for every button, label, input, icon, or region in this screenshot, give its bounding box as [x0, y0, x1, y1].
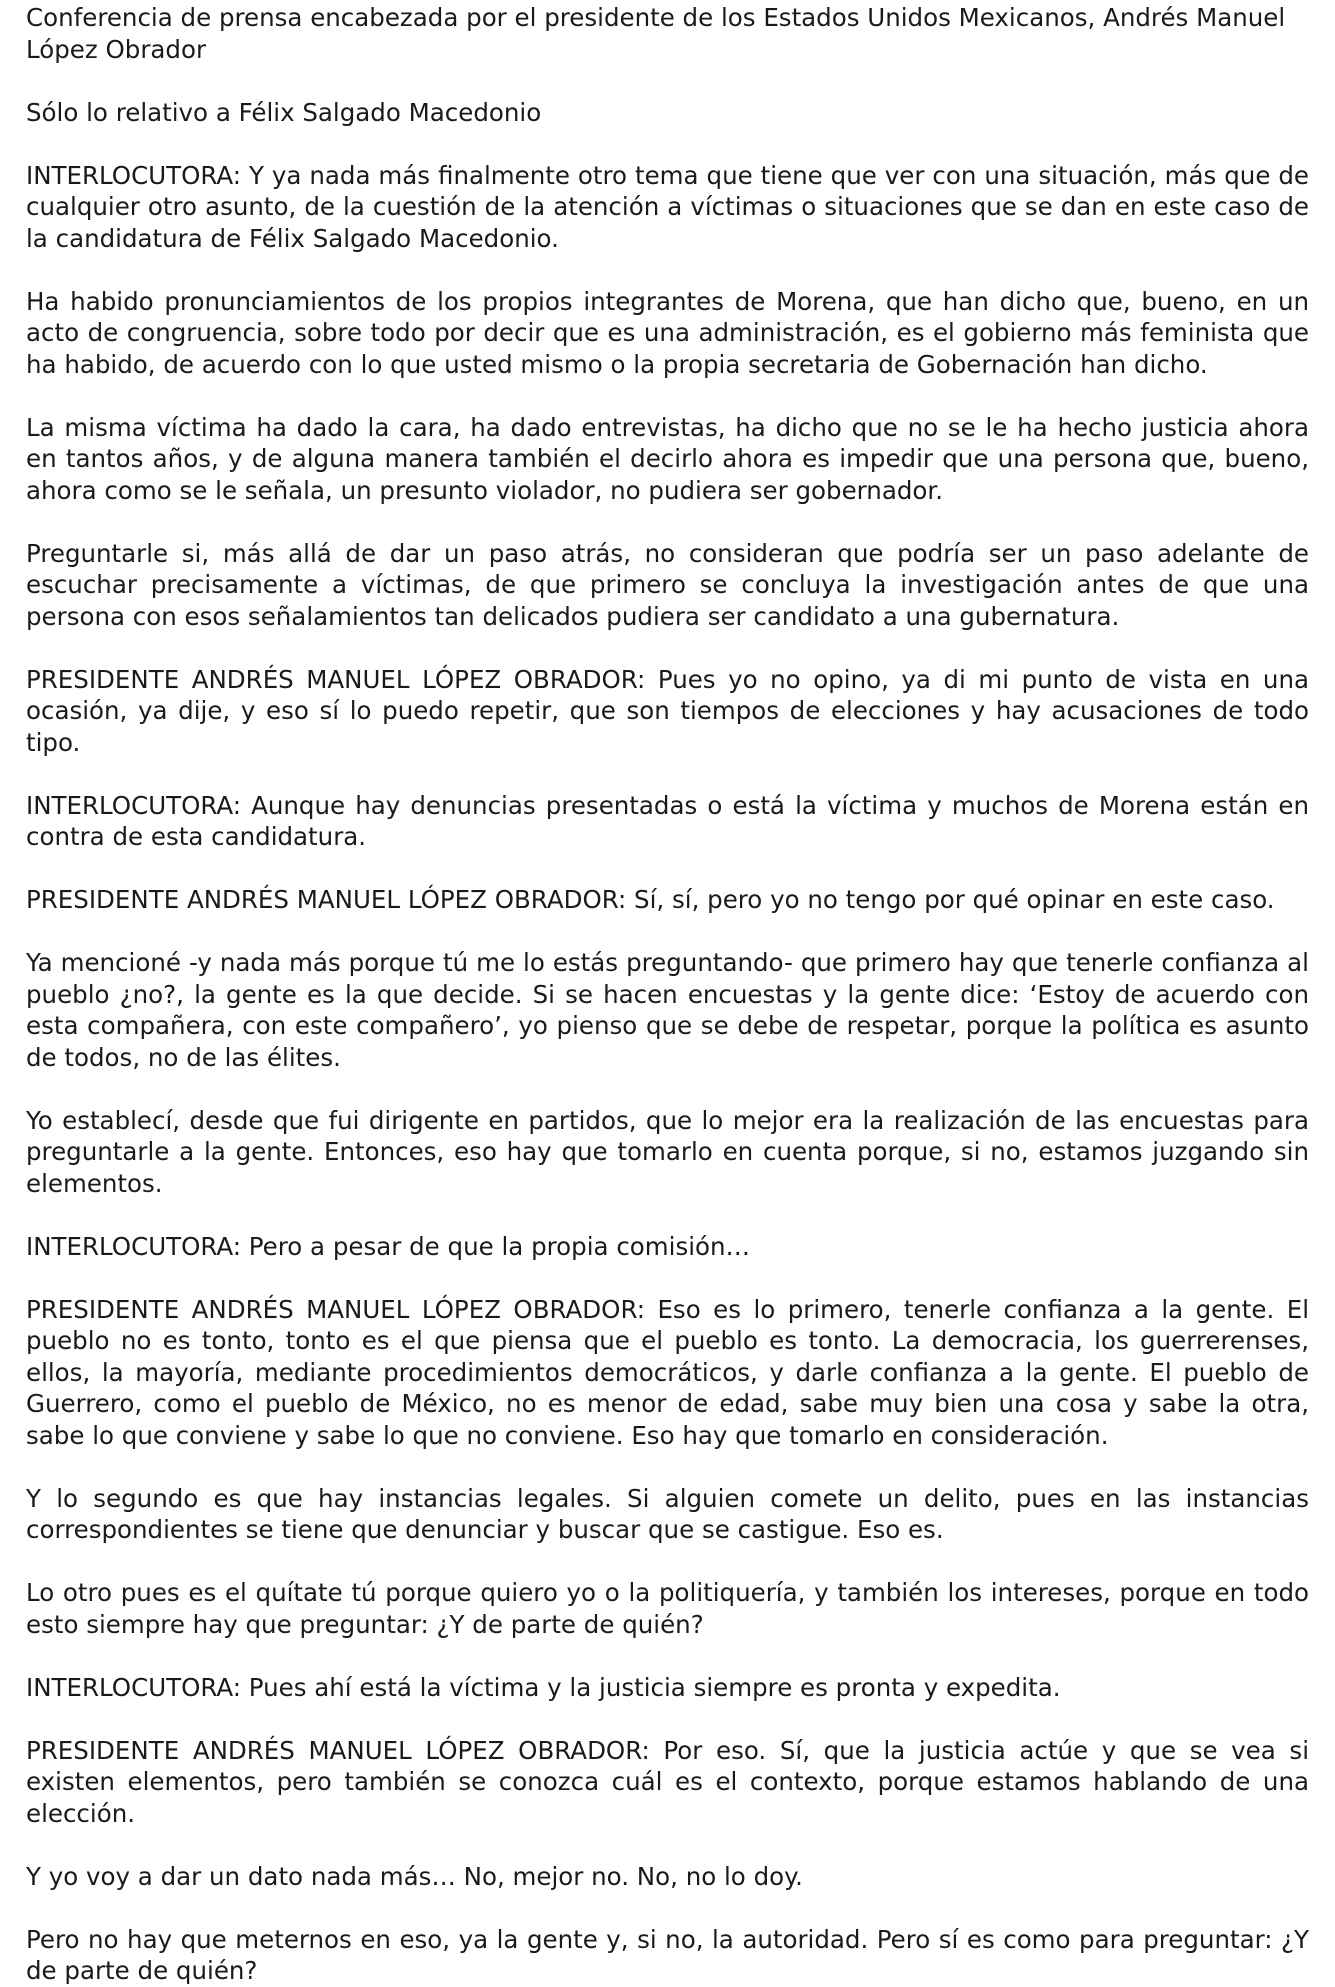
paragraph: Y lo segundo es que hay instancias legales. Si alguien comete un delito, pues en las instancias correspondientes se tiene que denunciar y buscar que se castigue. Eso es. [26, 1483, 1309, 1544]
paragraph: PRESIDENTE ANDRÉS MANUEL LÓPEZ OBRADOR: Pues yo no opino, ya di mi punto de vista en una ocasión, ya dije, y eso sí lo puedo repetir, que son tiempos de elecciones y hay acusaciones de todo tipo. [26, 664, 1309, 757]
paragraph: INTERLOCUTORA: Pues ahí está la víctima y la justicia siempre es pronta y expedita. [26, 1672, 1061, 1702]
paragraph: Pero no hay que meternos en eso, ya la gente y, si no, la autoridad. Pero sí es como para preguntar: ¿Y de parte de quién? [26, 1924, 1309, 1985]
paragraph: Preguntarle si, más allá de dar un paso atrás, no consideran que podría ser un paso adelante de escuchar precisamente a víctimas, de que primero se concluya la investigación antes de que una persona con esos señalamientos tan delicados pudiera ser candidato a una gubernatura. [26, 538, 1309, 631]
paragraph: PRESIDENTE ANDRÉS MANUEL LÓPEZ OBRADOR: Eso es lo primero, tenerle confianza a la gente. El pueblo no es tonto, tonto es el que piensa que el pueblo es tonto. La democracia, los guerrerenses, ellos, la mayoría, mediante procedimientos democráticos, y darle confianza a la gente. El pueblo de Guerrero, como el pueblo de México, no es menor de edad, sabe muy bien una cosa y sabe la otra, sabe lo que conviene y sabe lo que no conviene. Eso hay que tomarlo en consideración. [26, 1294, 1309, 1450]
paragraph: La misma víctima ha dado la cara, ha dado entrevistas, ha dicho que no se le ha hecho justicia ahora en tantos años, y de alguna manera también el decirlo ahora es impedir que una persona que, bueno, ahora como se le señala, un presunto violador, no pudiera ser gobernador. [26, 412, 1309, 505]
paragraph: Ya mencioné -y nada más porque tú me lo estás preguntando- que primero hay que tenerle confianza al pueblo ¿no?, la gente es la que decide. Si se hacen encuestas y la gente dice: ‘Estoy de acuerdo con esta compañera, con este compañero’, yo pienso que se debe de respetar, porque la política es asunto de todos, no de las élites. [26, 948, 1309, 1072]
paragraph: INTERLOCUTORA: Pero a pesar de que la propia comisión… [26, 1231, 751, 1261]
paragraph: PRESIDENTE ANDRÉS MANUEL LÓPEZ OBRADOR: Sí, sí, pero yo no tengo por qué opinar en este caso. [26, 885, 1275, 914]
document-subtitle: Sólo lo relativo a Félix Salgado Macedonio [26, 97, 542, 127]
paragraph: PRESIDENTE ANDRÉS MANUEL LÓPEZ OBRADOR: Por eso. Sí, que la justicia actúe y que se vea si existen elementos, pero también se conozca cuál es el contexto, porque estamos hablando de una elección. [26, 1735, 1309, 1828]
paragraph: Y yo voy a dar un dato nada más… No, mejor no. No, no lo doy. [26, 1861, 803, 1891]
paragraph: Yo establecí, desde que fui dirigente en partidos, que lo mejor era la realización de las encuestas para preguntarle a la gente. Entonces, eso hay que tomarlo en cuenta porque, si no, estamos juzgando sin elementos. [26, 1105, 1309, 1198]
paragraph: Ha habido pronunciamientos de los propios integrantes de Morena, que han dicho que, bueno, en un acto de congruencia, sobre todo por decir que es una administración, es el gobierno más feminista que ha habido, de acuerdo con lo que usted mismo o la propia secretaria de Gobernación han dicho. [26, 286, 1309, 379]
paragraph: INTERLOCUTORA: Aunque hay denuncias presentadas o está la víctima y muchos de Morena están en contra de esta candidatura. [26, 790, 1309, 851]
paragraph: Lo otro pues es el quítate tú porque quiero yo o la politiquería, y también los intereses, porque en todo esto siempre hay que preguntar: ¿Y de parte de quién? [26, 1578, 1309, 1639]
paragraph: INTERLOCUTORA: Y ya nada más finalmente otro tema que tiene que ver con una situación, más que de cualquier otro asunto, de la cuestión de la atención a víctimas o situaciones que se dan en este caso de la candidatura de Félix Salgado Macedonio. [26, 160, 1309, 253]
document-title: Conferencia de prensa encabezada por el presidente de los Estados Unidos Mexicanos, Andrés Manuel López Obrador [26, 3, 1286, 64]
